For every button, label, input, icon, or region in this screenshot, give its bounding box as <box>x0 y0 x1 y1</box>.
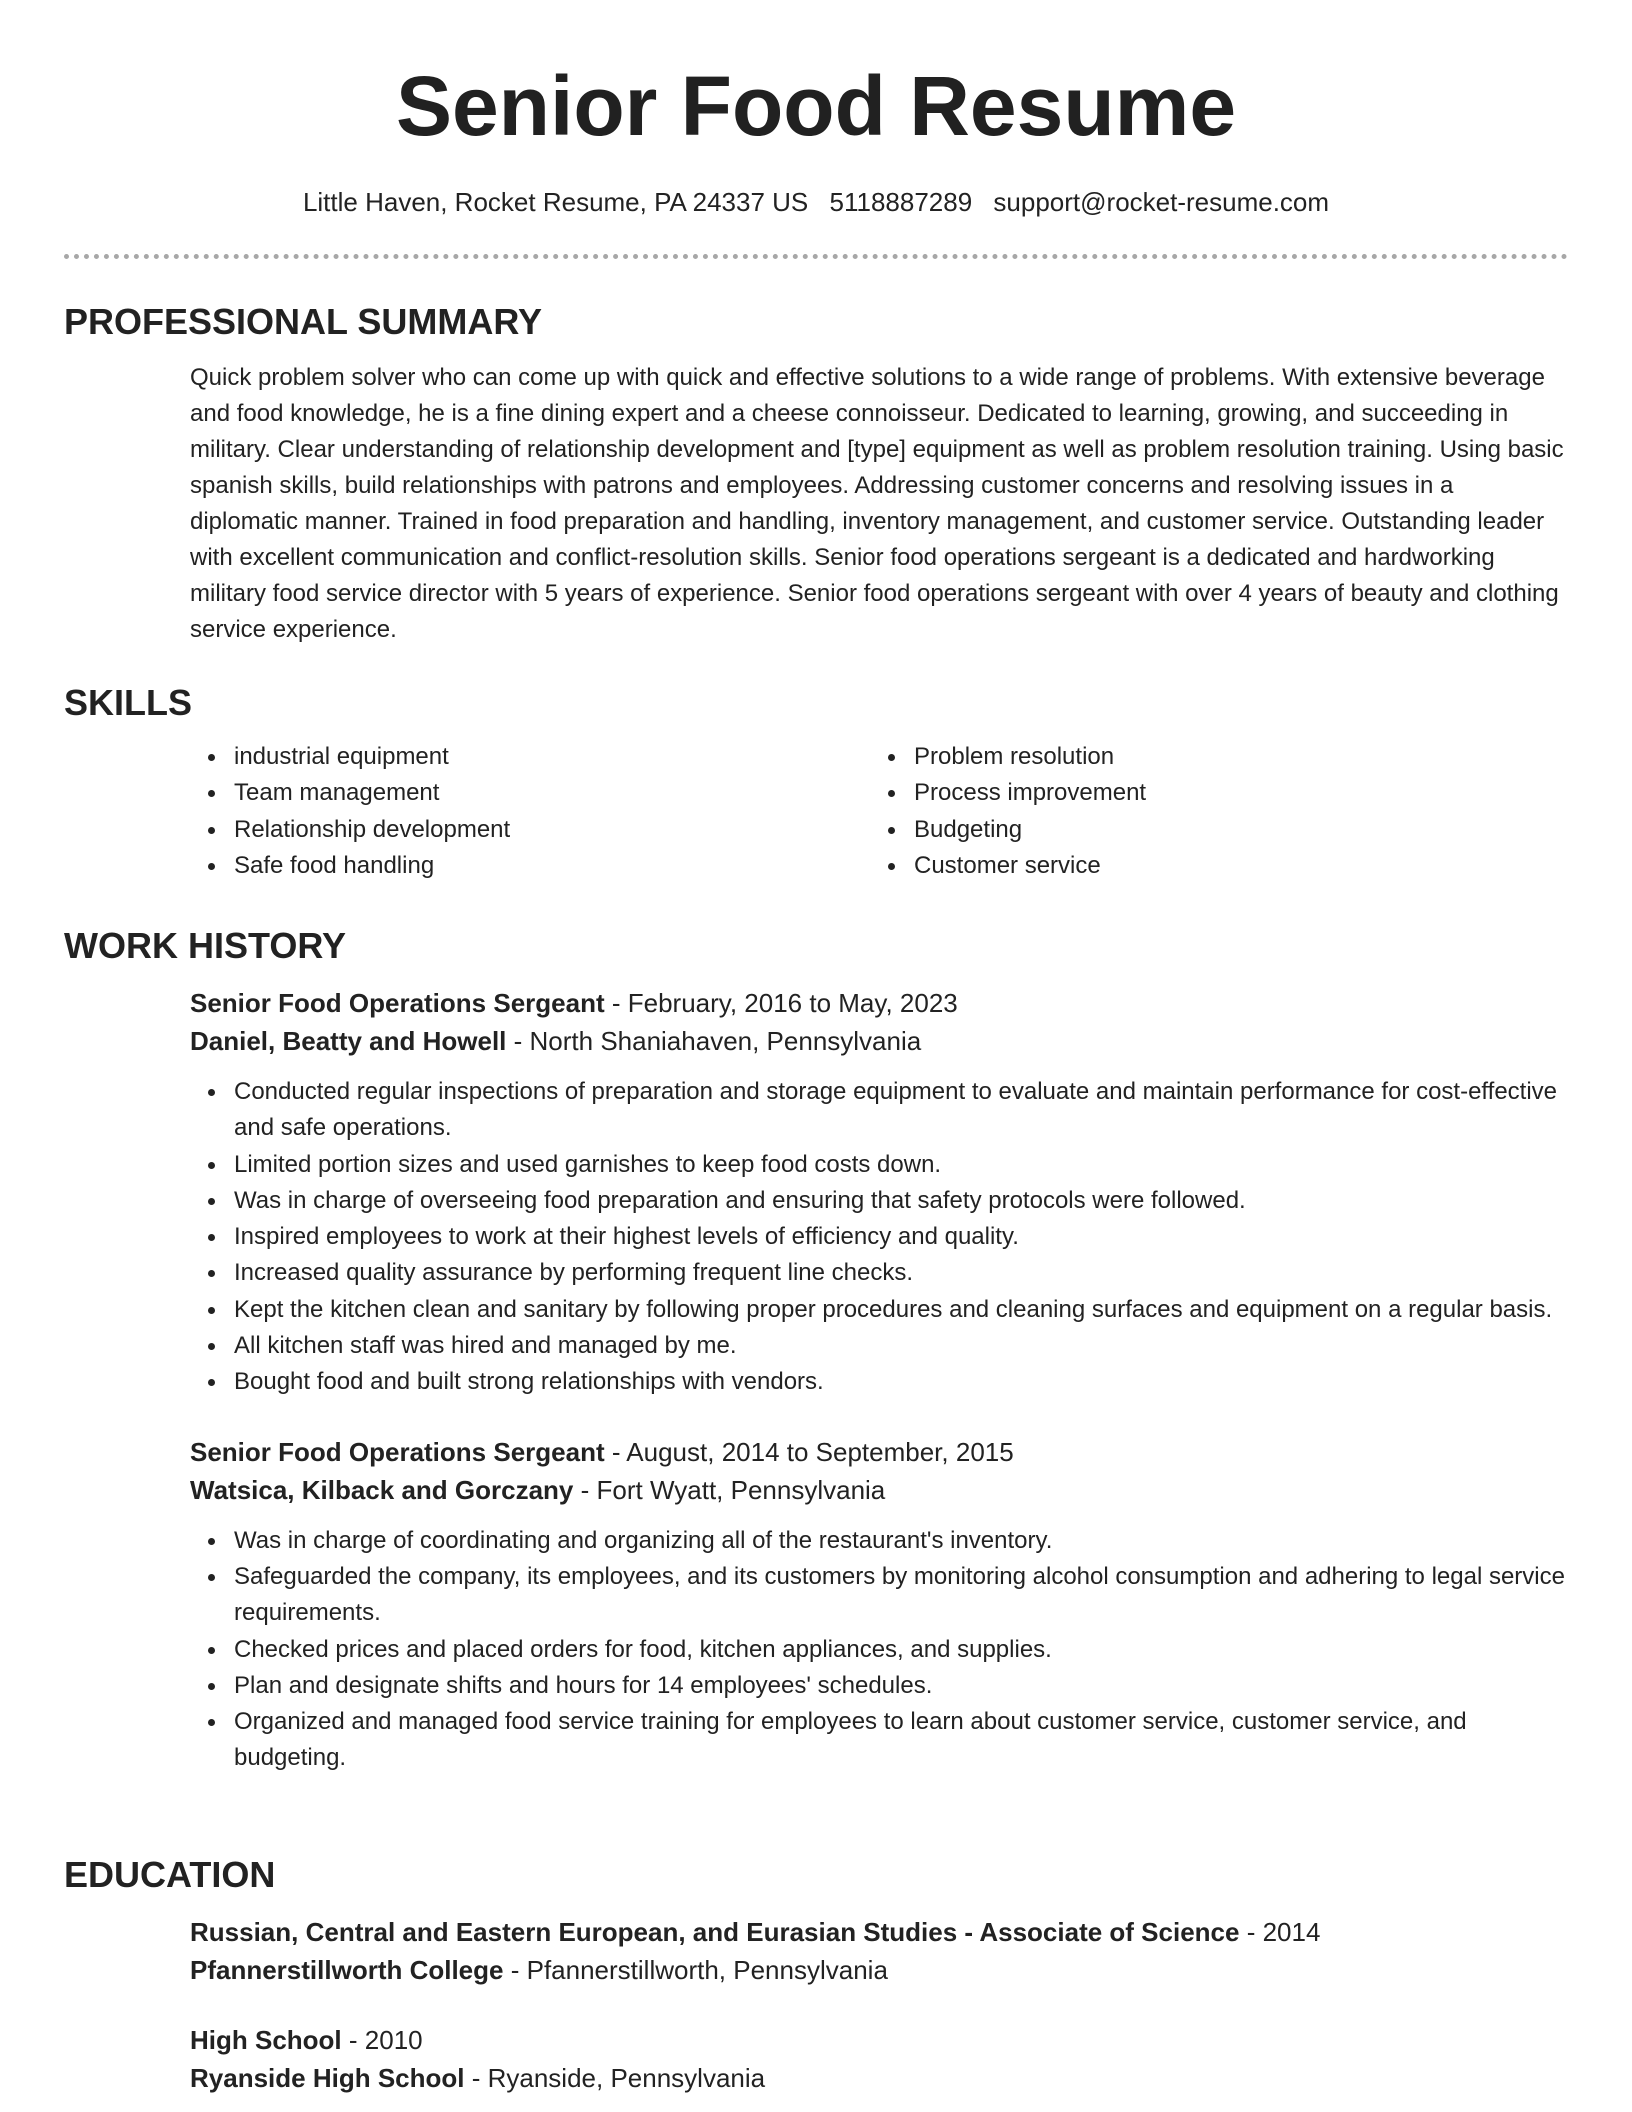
job-title-line <box>190 984 1568 1022</box>
job-company: Watsica, Kilback and Gorczany <box>190 1474 574 1505</box>
job-company: Daniel, Beatty and Howell <box>190 1026 507 1056</box>
job-role: Senior Food Operations Sergeant <box>190 988 605 1018</box>
job-bullet: Was in charge of coordinating and organizing all of the restaurant's inventory. <box>234 1523 1568 1559</box>
job-bullet: Kept the kitchen clean and sanitary by following proper procedures and cleaning surfaces and equipment on a regular basis. <box>234 1292 1568 1328</box>
skill-item: Budgeting <box>914 812 1550 848</box>
job-bullet: Increased quality assurance by performing frequent line checks. <box>234 1255 1568 1291</box>
education-entry <box>64 1913 1568 1989</box>
education-location: - Ryanside, Pennsylvania <box>464 2063 766 2093</box>
education-degree: High School <box>190 2025 342 2055</box>
education-degree-line <box>190 1913 1568 1951</box>
job-bullet: Safeguarded the company, its employees, and its customers by monitoring alcohol consumption and adhering to legal service requirements. <box>234 1559 1568 1632</box>
job-entry <box>64 1433 1568 1777</box>
job-location: - North Shaniahaven, Pennsylvania <box>506 1026 922 1056</box>
resume-name: Senior Food Resume <box>395 59 1237 153</box>
contact-email: support@rocket-resume.com <box>993 187 1330 217</box>
skills-title: SKILLS <box>64 682 193 723</box>
job-dates: - February, 2016 to May, 2023 <box>604 988 958 1018</box>
job-company-line <box>190 1022 1568 1060</box>
header-divider <box>64 254 1568 259</box>
job-role: Senior Food Operations Sergeant <box>190 1436 605 1467</box>
education-school-line <box>190 1951 1568 1989</box>
job-bullet: Bought food and built strong relationships with vendors. <box>234 1364 1568 1400</box>
education-year: - 2014 <box>1239 1917 1321 1947</box>
resume-page <box>64 0 1568 2093</box>
job-title-line <box>190 1433 1568 1471</box>
job-bullet: Plan and designate shifts and hours for 14 employees' schedules. <box>234 1668 1568 1704</box>
job-dates: - August, 2014 to September, 2015 <box>604 1436 1014 1467</box>
education-school-line <box>190 2059 1568 2097</box>
education-year: - 2010 <box>341 2025 423 2055</box>
skill-item: industrial equipment <box>234 739 870 775</box>
skills-section <box>64 681 1568 884</box>
job-bullet: Inspired employees to work at their highest levels of efficiency and quality. <box>234 1219 1568 1255</box>
education-section <box>64 1853 1568 2097</box>
education-degree: Russian, Central and Eastern European, and Eurasian Studies - Associate of Science <box>190 1917 1240 1947</box>
summary-section <box>64 300 1568 648</box>
summary-title: PROFESSIONAL SUMMARY <box>64 301 543 342</box>
education-entry <box>64 2021 1568 2097</box>
job-bullet: Was in charge of overseeing food preparation and ensuring that safety protocols were followed. <box>234 1183 1568 1219</box>
skills-column-right <box>870 739 1550 884</box>
skill-item: Customer service <box>914 848 1550 884</box>
job-bullet: Limited portion sizes and used garnishes to keep food costs down. <box>234 1147 1568 1183</box>
job-bullet: All kitchen staff was hired and managed by me. <box>234 1328 1568 1364</box>
education-location: - Pfannerstillworth, Pennsylvania <box>503 1955 888 1985</box>
job-company-line <box>190 1471 1568 1509</box>
skill-item: Team management <box>234 775 870 811</box>
work-history-title: WORK HISTORY <box>64 925 347 966</box>
job-bullet: Organized and managed food service training for employees to learn about customer service, customer service, and budgeting. <box>234 1704 1568 1777</box>
contact-line <box>64 184 1568 220</box>
education-degree-line <box>190 2021 1568 2059</box>
skills-grid <box>190 739 1568 884</box>
skills-column-left <box>190 739 870 884</box>
education-school: Pfannerstillworth College <box>190 1955 504 1985</box>
contact-phone: 5118887289 <box>829 187 973 217</box>
job-entry <box>64 984 1568 1401</box>
skill-item: Problem resolution <box>914 739 1550 775</box>
skill-item: Process improvement <box>914 775 1550 811</box>
education-school: Ryanside High School <box>190 2063 465 2093</box>
job-bullets <box>190 1074 1568 1401</box>
job-bullets <box>190 1523 1568 1777</box>
job-location: - Fort Wyatt, Pennsylvania <box>573 1474 886 1505</box>
job-bullet: Conducted regular inspections of preparation and storage equipment to evaluate and maintain performance for cost-effective and safe operations. <box>234 1074 1568 1147</box>
contact-address: Little Haven, Rocket Resume, PA 24337 US <box>302 187 809 217</box>
skill-item: Safe food handling <box>234 848 870 884</box>
education-title: EDUCATION <box>64 1854 276 1895</box>
summary-text: Quick problem solver who can come up with quick and effective solutions to a wide range of problems. With extensive beverage and food knowledge, he is a fine dining expert and a cheese connoisseur. Dedicated to learning, growing, and succeeding in military. Clear understanding of relationship development and [type] equipment as well as problem resolution training. Using basic spanish skills, build relationships with patrons and employees. Addressing customer concerns and resolving issues in a diplomatic manner. Trained in food preparation and handling, inventory management, and customer service. Outstanding leader with excellent communication and conflict-resolution skills. Senior food operations sergeant is a dedicated and hardworking military food service director with 5 years of experience. Senior food operations sergeant with over 4 years of beauty and clothing service experience. <box>190 364 1564 643</box>
work-history-section <box>64 924 1568 1777</box>
job-bullet: Checked prices and placed orders for food, kitchen appliances, and supplies. <box>234 1632 1568 1668</box>
skill-item: Relationship development <box>234 812 870 848</box>
